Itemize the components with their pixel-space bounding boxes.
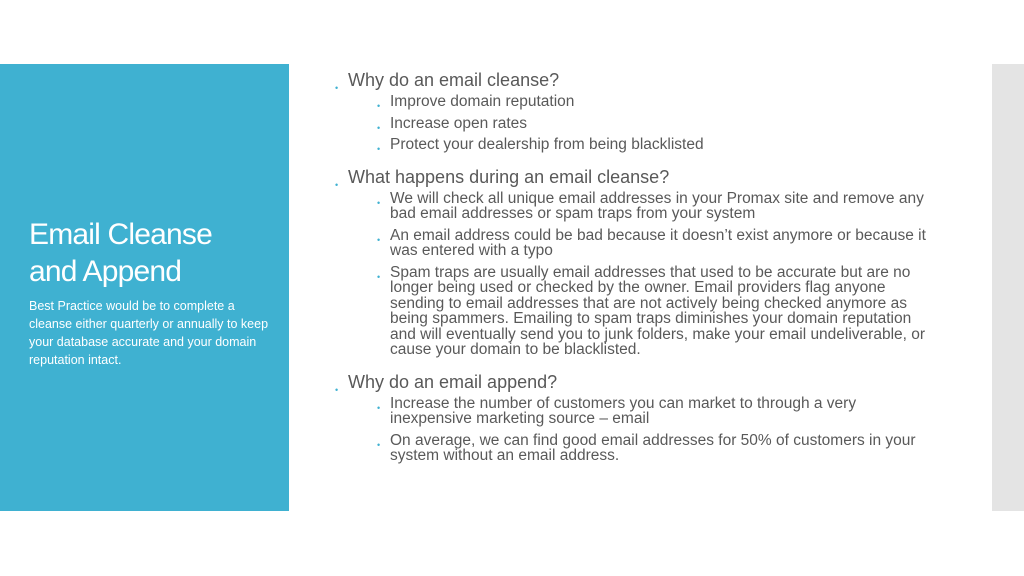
bullet-icon: • [377, 144, 381, 154]
bullet-icon: • [377, 439, 381, 450]
section-why-cleanse [330, 68, 940, 157]
bullet-icon: • [335, 179, 339, 190]
bullet-icon: • [377, 402, 381, 413]
sub-bullet [372, 226, 940, 263]
bullet-heading [330, 165, 940, 189]
title-line-2: and Append [29, 255, 182, 288]
section-why-append [330, 370, 940, 468]
sub-bullet [372, 189, 940, 226]
sub-bullet [372, 431, 940, 468]
bullet-icon: • [377, 234, 381, 245]
sub-bullet-text: Improve domain reputation [390, 93, 575, 110]
sub-bullet-text: Spam traps are usually email addresses that used to be accurate but are no longer being used or checked by the owner. Email providers flag anyone sending to email addresses that are not actively being checked anymore as being spammers. Emailing to spam traps diminishes your domain reputation and will eventually send you to junk folders, make your email undeliverable, or cause your domain to be blacklisted. [390, 263, 926, 358]
sub-bullet-text: We will check all unique email addresses in your Promax site and remove any bad email addresses or spam traps from your system [390, 189, 924, 222]
heading-text: What happens during an email cleanse? [348, 166, 670, 187]
bullet-heading [330, 68, 940, 92]
bullet-icon: • [335, 384, 339, 395]
sub-bullet-text: An email address could be bad because it doesn’t exist anymore or because it was entered with a typo [390, 226, 926, 259]
bullet-content [330, 68, 940, 468]
sub-bullet [372, 135, 940, 157]
section-what-happens [330, 165, 940, 362]
sub-bullet-text: Protect your dealership from being blacklisted [390, 136, 704, 153]
sub-bullet-text: Increase open rates [390, 114, 528, 132]
sub-bullet [372, 114, 940, 136]
bullet-icon: • [377, 122, 381, 133]
sub-bullet-text: Increase the number of customers you can market to through a very inexpensive marketing source – email [390, 394, 857, 427]
slide-subtitle: Best Practice would be to complete a cleanse either quarterly or annually to keep your database accurate and your domain reputation intact. [29, 299, 269, 367]
sub-bullet [372, 263, 940, 362]
bullet-icon: • [377, 101, 381, 111]
sub-bullet [372, 394, 940, 431]
sub-bullet-text: On average, we can find good email addresses for 50% of customers in your system without an email address. [390, 431, 916, 464]
bullet-icon: • [377, 271, 381, 282]
bullet-icon: • [377, 197, 381, 208]
heading-text: Why do an email append? [348, 371, 558, 392]
heading-text: Why do an email cleanse? [348, 70, 560, 90]
title-line-1: Email Cleanse [29, 218, 213, 251]
bullet-icon: • [335, 83, 339, 93]
right-decorative-bar [992, 64, 1024, 511]
sub-bullet [372, 92, 940, 114]
slide-title [29, 216, 269, 290]
bullet-heading [330, 370, 940, 394]
